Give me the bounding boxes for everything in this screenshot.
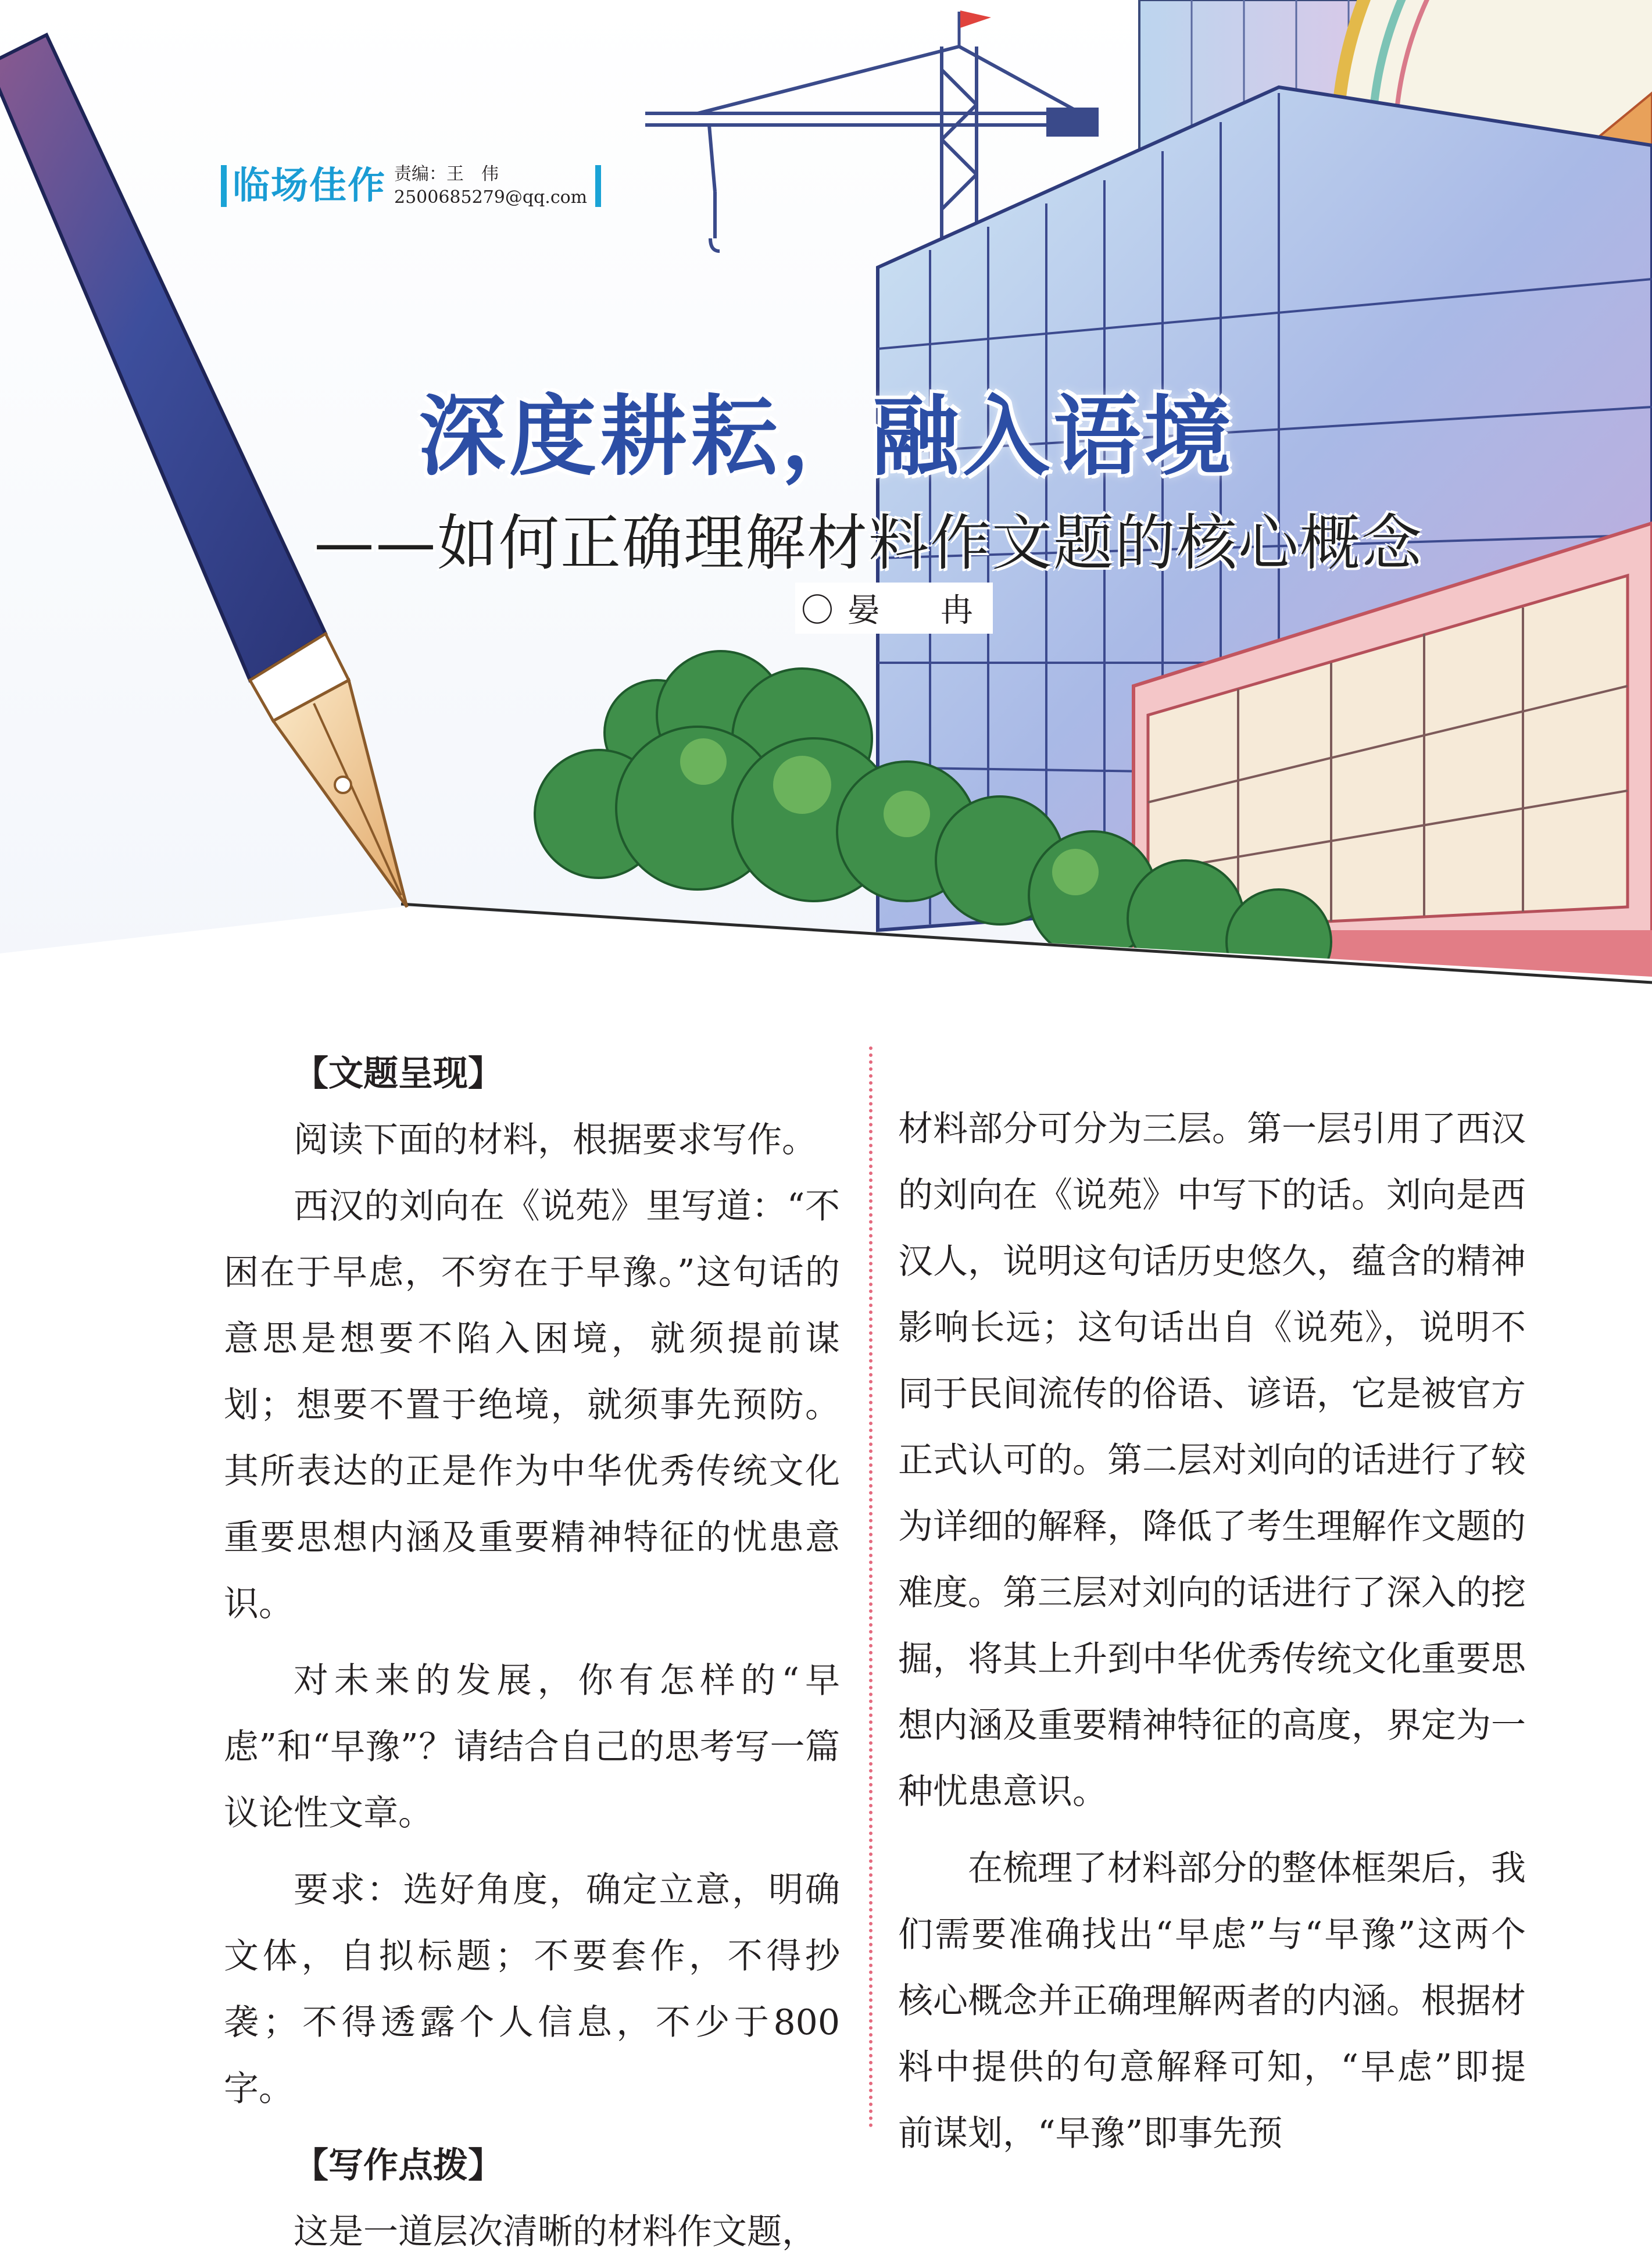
paragraph: 在梳理了材料部分的整体框架后，我们需要准确找出“早虑”与“早豫”这两个核心概念并正确理解两者的内涵。根据材料中提供的句意解释可知，“早虑”即提前谋划，“早豫”即事先预 bbox=[898, 1848, 1526, 2154]
paragraph: 材料部分可分为三层。第一层引用了西汉的刘向在《说苑》中写下的话。刘向是西汉人，说明这句话历史悠久，蕴含的精神影响长远；这句话出自《说苑》，说明不同于民间流传的俗语、谚语，它是被官方正式认可的。第二层对刘向的话进行了较为详细的解释，降低了考生理解作文题的难度。第三层对刘向的话进行了深入的挖掘，将其上升到中华优秀传统文化重要思想内涵及重要精神特征的高度，界定为一种忧患意识。 bbox=[898, 1109, 1526, 1812]
section-heading: 【写作点拨】 bbox=[294, 2145, 503, 2186]
editor-info bbox=[394, 163, 587, 209]
paragraph: 阅读下面的材料，根据要求写作。 bbox=[294, 1120, 817, 1160]
accent-bar bbox=[221, 165, 227, 207]
left-column bbox=[224, 1041, 840, 2265]
column-header bbox=[221, 163, 601, 209]
accent-bar bbox=[595, 165, 601, 207]
article-subtitle: ——如何正确理解材料作文题的核心概念 bbox=[314, 508, 1424, 578]
editor-name: 责编：王 伟 bbox=[394, 164, 499, 184]
column-divider bbox=[869, 1046, 873, 2128]
column-name: 临场佳作 bbox=[233, 165, 386, 208]
paragraph: 这是一道层次清晰的材料作文题， bbox=[294, 2212, 817, 2252]
right-column bbox=[898, 1096, 1526, 2167]
section-heading: 【文题呈现】 bbox=[294, 1053, 503, 1094]
paragraph: 要求：选好角度，确定立意，明确文体，自拟标题；不要套作，不得抄袭；不得透露个人信息，不少于800字。 bbox=[224, 1870, 840, 2109]
editor-email[interactable]: 2500685279@qq.com bbox=[394, 187, 588, 208]
paragraph: 对未来的发展，你有怎样的“早虑”和“早豫”？请结合自己的思考写一篇议论性文章。 bbox=[224, 1660, 840, 1834]
article-author: 〇晏 冉 bbox=[795, 583, 993, 634]
paragraph: 西汉的刘向在《说苑》里写道：“不困在于早虑，不穷在于早豫。”这句话的意思是想要不陷入困境，就须提前谋划；想要不置于绝境，就须事先预防。其所表达的正是作为中华优秀传统文化重要思想内涵及重要精神特征的忧患意识。 bbox=[224, 1186, 840, 1624]
article-title: 深度耕耘，融入语境 bbox=[419, 387, 1235, 488]
